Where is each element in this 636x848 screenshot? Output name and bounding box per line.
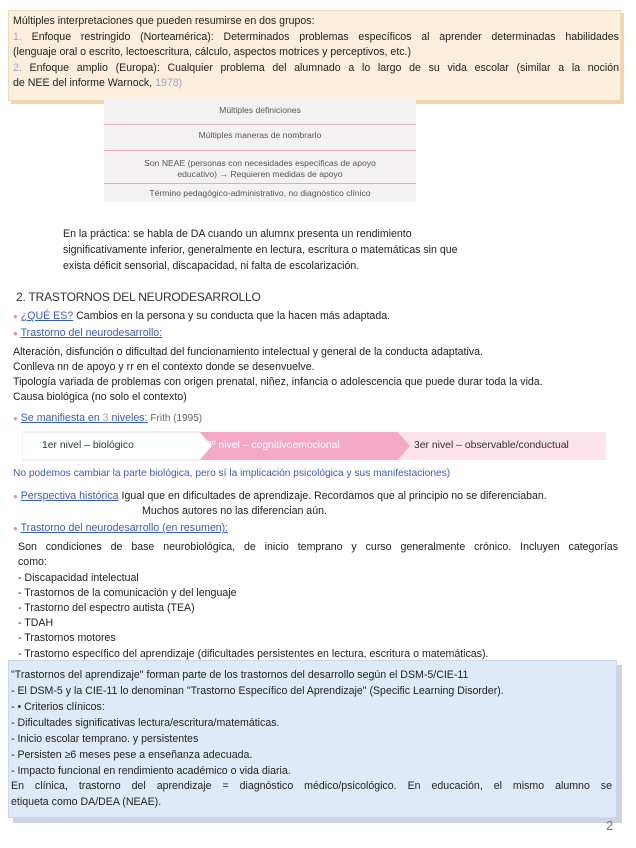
dsm-note-line-6: - Persisten ≥6 meses pese a enseñanza adecuada. <box>11 749 253 761</box>
item-2-number: 2. <box>13 62 22 74</box>
definition-row: Múltiples maneras de nombrarlo <box>198 130 322 140</box>
resumen-line-2: como: <box>18 556 47 568</box>
niveles-row <box>13 411 202 426</box>
resumen-label: Trastorno del neurodesarrollo (en resumen): <box>20 522 229 534</box>
dsm-note-line-1: "Trastornos del aprendizaje" forman parte de los trastornos del desarrollo según el DSM-5/CIE-11 <box>11 669 469 681</box>
dsm-note-line-9: etiqueta como DA/DEA (NEAE). <box>11 796 162 808</box>
resumen-line-1: Son condiciones de base neurobiológica, de inicio temprano y curso generalmente crónico. Incluyen categorías <box>18 541 618 553</box>
perspectiva-line-1: Igual que en dificultades de aprendizaje. Recordamos que al principio no se diferenciaban. <box>121 490 547 502</box>
niveles-note: No podemos cambiar la parte biológica, pero sí la implicación psicológica y sus manifestaciones) <box>13 468 451 479</box>
dsm-note-line-2: - El DSM-5 y la CIE-11 lo denominan "Trastorno Específico del Aprendizaje" (Specific Learning Disorder). <box>11 685 504 697</box>
practice-line-2: significativamente inferior, generalmente en lectura, escritura o matemáticas sin que <box>63 244 458 256</box>
definition-row: educativo) → Requieren medidas de apoyo <box>177 169 343 179</box>
divider <box>104 124 416 125</box>
list-item: - Trastornos motores <box>18 632 116 644</box>
interpretation-item-2-line-1: 2. Enfoque amplio (Europa): Cualquier problema del alumnado a lo largo de su vida escolar (similar a la noción <box>13 62 620 74</box>
practice-line-3: exista déficit sensorial, discapacidad, ni falta de escolarización. <box>63 260 360 272</box>
interpretations-heading: Múltiples interpretaciones que pueden resumirse en dos grupos: <box>13 15 315 27</box>
definitions-box <box>104 98 416 202</box>
item-1-number: 1. <box>13 31 22 43</box>
level-3-label: 3er nivel – observable/conductual <box>414 440 569 451</box>
list-item: - TDAH <box>18 617 54 629</box>
que-es-row <box>13 309 390 324</box>
page-number: 2 <box>606 818 614 833</box>
divider <box>104 183 416 184</box>
bullet-icon: ● <box>13 524 18 533</box>
list-item: - Discapacidad intelectual <box>18 572 139 584</box>
list-item: - Trastornos de la comunicación y del lenguaje <box>18 587 237 599</box>
definition-row: Múltiples definiciones <box>219 105 301 115</box>
level-1-label: 1er nivel – biológico <box>42 440 134 451</box>
bullet-icon: ● <box>13 312 18 321</box>
list-item: - Trastorno específico del aprendizaje (dificultades persistentes en lectura, escritura o matemáticas). <box>18 648 489 660</box>
definition-row: Término pedagógico-administrativo, no diagnóstico clínico <box>149 188 371 198</box>
que-es-text: Cambios en la persona y su conducta que la hacen más adaptada. <box>76 310 391 322</box>
divider <box>104 150 416 151</box>
bullet-icon: ● <box>13 414 18 423</box>
niveles-author: Frith (1995) <box>150 413 203 424</box>
perspectiva-label: Perspectiva histórica <box>20 490 119 502</box>
level-2-label: 2º nivel – cognitivoemocional <box>206 440 340 451</box>
trastorno-line-1: Alteración, disfunción o dificultad del funcionamiento intelectual y general de la conducta adaptativa. <box>13 346 483 358</box>
interpretation-item-1-line-1: 1. Enfoque restringido (Norteamérica): Determinados problemas específicos al aprender determinadas habilidades <box>13 31 619 43</box>
trastorno-line-3: Tipología variada de problemas con origen prenatal, niñez, infancia o adolescencia que puede durar toda la vida. <box>13 376 543 388</box>
section-title: 2. TRASTORNOS DEL NEURODESARROLLO <box>16 290 261 304</box>
trastorno-label: Trastorno del neurodesarrollo: <box>20 327 163 339</box>
trastorno-line-2: Conlleva nn de apoyo y rr en el contexto donde se desenvuelve. <box>13 361 315 373</box>
definition-row: Son NEAE (personas con necesidades específicas de apoyo <box>144 158 376 168</box>
practice-line-1: En la práctica: se habla de DA cuando un alumnx presenta un rendimiento <box>63 228 412 240</box>
perspectiva-row <box>13 489 547 504</box>
resumen-row <box>13 521 228 536</box>
interpretation-item-1-line-2: (lenguaje oral o escrito, lectoescritura, cálculo, aspectos motrices y perceptivos, etc.) <box>13 46 412 58</box>
bullet-icon: ● <box>13 492 18 501</box>
dsm-note-line-3: - • Criterios clínicos: <box>11 701 105 713</box>
niveles-label: Se manifiesta en 3 niveles: <box>20 412 148 424</box>
bullet-icon: ● <box>13 329 18 338</box>
dsm-note-line-8: En clínica, trastorno del aprendizaje = diagnóstico médico/psicológico. En educación, el mismo alumno se <box>11 780 612 792</box>
dsm-note-line-5: - Inicio escolar temprano. y persistentes <box>11 733 199 745</box>
trastorno-row <box>13 326 162 341</box>
list-item: - Trastorno del espectro autista (TEA) <box>18 602 195 614</box>
perspectiva-line-2: Muchos autores no las diferencian aún. <box>142 505 327 517</box>
interpretation-item-2-line-2: de NEE del informe Warnock, 1978) <box>13 77 183 89</box>
dsm-note-line-4: - Dificultades significativas lectura/escritura/matemáticas. <box>11 717 280 729</box>
que-es-label: ¿QUÉ ES? <box>20 310 74 322</box>
warnock-year: 1978) <box>155 77 183 89</box>
dsm-note-line-7: - Impacto funcional en rendimiento académico o vida diaria. <box>11 765 291 777</box>
trastorno-line-4: Causa biológica (no solo el contexto) <box>13 391 187 403</box>
